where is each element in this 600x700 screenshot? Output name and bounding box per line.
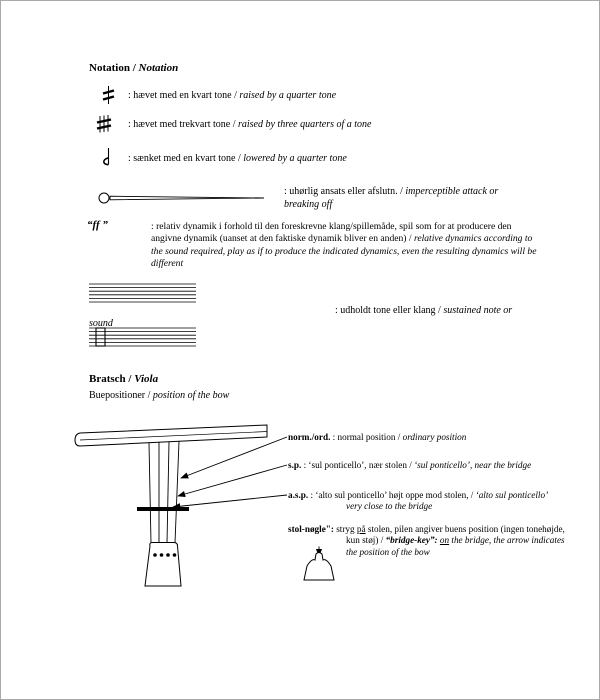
section-title-viola [89, 373, 158, 386]
viola-subtitle-da: Buepositioner / [89, 390, 153, 401]
bridge-key-en-underline: on [439, 535, 450, 546]
viola-title-en: Viola [134, 373, 159, 385]
notation-title-da: Notation / [89, 62, 139, 74]
ff-symbol: “ff ” [87, 219, 108, 231]
quarter-tone-flat-icon [100, 147, 112, 167]
notation-title-en: Notation [138, 62, 179, 74]
viola-subtitle-en: position of the bow [152, 390, 230, 401]
three-quarter-tone-sharp-icon [96, 114, 112, 134]
bridge-key-en2: the bridge, the arrow indicates the position of the bow [346, 535, 565, 557]
staff-lines-icon [89, 282, 197, 306]
accidental-2-en: raised by three quarters of a tone [237, 119, 372, 130]
label-alto-sul-ponticello [288, 490, 562, 513]
bridge-key-da1: stryg [333, 524, 357, 534]
norm-ord-term: norm./ord. [288, 432, 331, 442]
asp-da: : ‘alto sul ponticello’ højt oppe mod stolen, / [308, 490, 476, 500]
section-title-notation [89, 62, 178, 75]
asp-en: ‘alto sul ponticello’ very close to the bridge [346, 490, 548, 512]
niente-da: : uhørlig ansats eller afslutn. / [284, 186, 406, 197]
accidental-row-3-text [128, 153, 347, 166]
accidental-3-da: : sænket med en kvart tone / [128, 153, 244, 164]
sp-term: s.p. [288, 460, 302, 470]
niente-en: imperceptible attack or breaking off [284, 186, 499, 210]
accidental-2-da: : hævet med trekvart tone / [128, 119, 238, 130]
bridge-key-en-term: “bridge-key”: [385, 535, 438, 546]
norm-ord-da: : normal position / [330, 432, 403, 442]
accidental-1-en: raised by a quarter tone [239, 90, 337, 101]
accidental-3-en: lowered by a quarter tone [243, 153, 347, 164]
ff-text [151, 221, 543, 270]
sustained-text [335, 305, 512, 318]
bridge-key-da2: stolen, pilen angiver buens position (ingen tonehøjde, kun støj) / [346, 524, 565, 546]
viola-title-da: Bratsch / [89, 373, 135, 385]
bridge-key-da-underline: på [356, 524, 366, 534]
accidental-1-da: : hævet med en kvart tone / [128, 90, 240, 101]
ff-en: relative dynamics according to the sound required, play as if to produce the indicated dynamics, even the resulting dynamics will be different [151, 233, 537, 269]
label-sul-ponticello [288, 460, 558, 471]
label-norm-ord [288, 432, 466, 443]
bridge-key-term: stol-nøgle": [288, 524, 334, 534]
sustained-da: : udholdt tone eller klang / [335, 305, 444, 316]
sp-en: ‘sul ponticello’, near the bridge [414, 460, 532, 470]
ff-da: : relativ dynamik i forhold til den foreskrevne klang/spillemåde, spil som for at producere den angivne dynamik (uanset at den faktiske dynamik bliver en anden) / [151, 221, 512, 245]
viola-strings-bridge-diagram [71, 416, 303, 608]
accidental-row-1-text [128, 90, 336, 103]
norm-ord-en: ordinary position [402, 432, 467, 442]
accidental-row-2-text [128, 119, 372, 132]
bridge-front-view-icon [298, 546, 340, 584]
sustained-text-continuation: sound [89, 318, 113, 329]
asp-term: a.s.p. [288, 490, 309, 500]
staff-lines-with-box-icon [89, 326, 197, 350]
sustained-en: sustained note or [443, 305, 513, 316]
circle-taper-line-icon [96, 190, 268, 206]
viola-subtitle [89, 390, 229, 403]
niente-text [284, 186, 529, 211]
quarter-tone-sharp-icon [102, 85, 115, 105]
sp-da: : ‘sul ponticello’, nær stolen / [301, 460, 415, 470]
